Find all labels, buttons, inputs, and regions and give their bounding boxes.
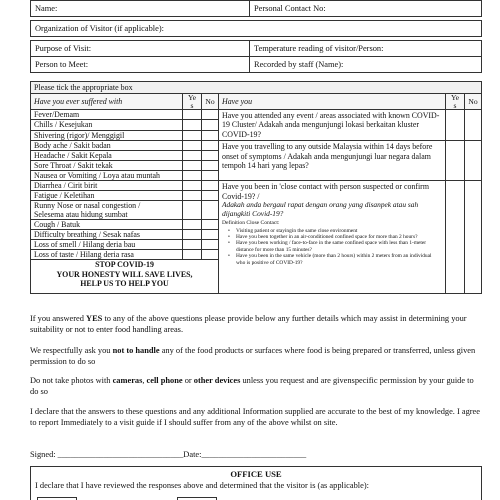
question-no-checkbox[interactable] bbox=[465, 110, 482, 141]
declaration-paragraph: I declare that the answers to these questions and any additional Information supplied are accurate to the best of my knowledge. I agree to report Immediately to a visit guide if I should suffer from any of the above whilst on site. bbox=[30, 407, 480, 428]
symptom-row: Fatigue / Keletihan bbox=[31, 191, 183, 201]
symptom-no-checkbox[interactable] bbox=[202, 230, 219, 240]
symptom-row: Chills / Kesejukan bbox=[31, 120, 183, 130]
symptom-row: Body ache / Sakit badan bbox=[31, 141, 183, 151]
symptom-no-checkbox[interactable] bbox=[202, 141, 219, 151]
symptom-yes-checkbox[interactable] bbox=[183, 181, 202, 191]
symptom-row: Difficulty breathing / Sesak nafas bbox=[31, 230, 183, 240]
question-yes-checkbox[interactable] bbox=[446, 181, 465, 294]
symptom-yes-checkbox[interactable] bbox=[183, 191, 202, 201]
symptom-row: Diarrhea / Cirit birit bbox=[31, 181, 183, 191]
symptom-no-checkbox[interactable] bbox=[202, 181, 219, 191]
question-no-checkbox[interactable] bbox=[465, 141, 482, 181]
symptom-yes-checkbox[interactable] bbox=[183, 130, 202, 140]
symptom-yes-checkbox[interactable] bbox=[183, 141, 202, 151]
symptom-no-checkbox[interactable] bbox=[202, 120, 219, 130]
symptom-row: Cough / Batuk bbox=[31, 220, 183, 230]
definition-item: • Have you been in the same vehicle (more than 2 hours) within 2 meters from an individual who is positive of COVID-19? bbox=[228, 253, 442, 266]
no-header: No bbox=[465, 94, 482, 110]
symptom-no-checkbox[interactable] bbox=[202, 201, 219, 220]
question-no-checkbox[interactable] bbox=[465, 181, 482, 294]
purpose-field[interactable]: Purpose of Visit: bbox=[31, 41, 250, 57]
close-contact-definitions: Definition Close Contact: • Visiting patient or stayingin the same close environment • Have you been together in an air-conditioned confined space for more than 2 hours? • Have you been working / face-to-face in the same confined space with less than 1-meter distance for more than 15 minutes? • Have you been in the same vehicle (more than 2 hours) within 2 meters from an individual who is positive of COVID-19? bbox=[222, 220, 442, 266]
person-to-meet-field[interactable]: Person to Meet: bbox=[31, 57, 250, 73]
symptom-no-checkbox[interactable] bbox=[202, 151, 219, 161]
definition-item: • Visiting patient or stayingin the same close environment bbox=[228, 228, 442, 234]
definition-item: • Have you been working / face-to-face in the same confined space with less than 1-meter distance for more than 15 minutes? bbox=[228, 240, 442, 253]
yes-answer-paragraph: If you answered YES to any of the above questions please provide below any further details which may assist in determining your suitability or not to enter food handling areas. bbox=[30, 314, 467, 335]
symptom-row: Shivering (rigor)/ Menggigil bbox=[31, 130, 183, 140]
office-use-box bbox=[30, 466, 482, 500]
organization-field[interactable]: Organization of Visitor (if applicable): bbox=[31, 21, 482, 37]
question-yes-checkbox[interactable] bbox=[446, 141, 465, 181]
name-field[interactable]: Name: bbox=[31, 1, 250, 17]
office-use-title: OFFICE USE bbox=[230, 469, 282, 479]
symptom-yes-checkbox[interactable] bbox=[183, 151, 202, 161]
symptom-yes-checkbox[interactable] bbox=[183, 161, 202, 171]
symptom-no-checkbox[interactable] bbox=[202, 171, 219, 181]
office-use-declaration: I declare that I have reviewed the responses above and determined that the visitor is (as applicable): bbox=[35, 481, 369, 490]
recorded-by-field[interactable]: Recorded by staff (Name): bbox=[250, 57, 482, 73]
visitor-info-table bbox=[30, 0, 482, 73]
question-cluster: Have you attended any event / areas associated with known COVID-19 Cluster/ Adakah anda mengunjungi lokasi berkaitan kluster COVID-19? bbox=[219, 110, 446, 141]
symptom-no-checkbox[interactable] bbox=[202, 130, 219, 140]
symptom-yes-checkbox[interactable] bbox=[183, 230, 202, 240]
symptom-no-checkbox[interactable] bbox=[202, 191, 219, 201]
contact-field[interactable]: Personal Contact No: bbox=[250, 1, 482, 17]
symptoms-header: Have you ever suffered with bbox=[31, 94, 183, 110]
symptom-row: Loss of smell / Hilang deria bau bbox=[31, 240, 183, 250]
symptom-no-checkbox[interactable] bbox=[202, 250, 219, 260]
symptom-row: Loss of taste / Hilang deria rasa bbox=[31, 250, 183, 260]
symptom-row: Sore Throat / Sakit tekak bbox=[31, 161, 183, 171]
yes-header: Ye s bbox=[183, 94, 202, 110]
signature-line[interactable]: Signed: ______________________________Date:_________________________ bbox=[30, 450, 307, 459]
office-use-options bbox=[37, 496, 437, 500]
stop-covid-message: STOP COVID-19 YOUR HONESTY WILL SAVE LIVES, HELP US TO HELP YOU bbox=[31, 260, 219, 294]
symptom-yes-checkbox[interactable] bbox=[183, 120, 202, 130]
symptom-yes-checkbox[interactable] bbox=[183, 240, 202, 250]
symptom-row: Runny Nose or nasal congestion / Selesema atau hidung sumbat bbox=[31, 201, 183, 220]
symptom-row: Fever/Demam bbox=[31, 110, 183, 120]
symptom-no-checkbox[interactable] bbox=[202, 220, 219, 230]
yes-header: Ye s bbox=[446, 94, 465, 110]
definition-item: • Have you been together in an air-conditioned confined space for more than 2 hours? bbox=[228, 234, 442, 240]
symptom-yes-checkbox[interactable] bbox=[183, 171, 202, 181]
symptom-yes-checkbox[interactable] bbox=[183, 110, 202, 120]
symptom-yes-checkbox[interactable] bbox=[183, 220, 202, 230]
temperature-field[interactable]: Temperature reading of visitor/Person: bbox=[250, 41, 482, 57]
question-yes-checkbox[interactable] bbox=[446, 110, 465, 141]
symptom-row: Nausea or Vomiting / Loya atau muntah bbox=[31, 171, 183, 181]
no-handling-paragraph: We respectfully ask you not to handle any of the food products or surfaces where food is being prepared or transferred, unless given permission to do so bbox=[30, 346, 476, 367]
symptom-yes-checkbox[interactable] bbox=[183, 250, 202, 260]
symptom-no-checkbox[interactable] bbox=[202, 240, 219, 250]
symptom-no-checkbox[interactable] bbox=[202, 161, 219, 171]
screening-table bbox=[30, 81, 482, 294]
symptom-row: Headache / Sakit Kepala bbox=[31, 151, 183, 161]
screening-instruction: Please tick the appropriate box bbox=[31, 82, 482, 94]
symptom-yes-checkbox[interactable] bbox=[183, 201, 202, 220]
questions-header: Have you bbox=[219, 94, 446, 110]
no-header: No bbox=[202, 94, 219, 110]
question-travel: Have you travelling to any outside Malaysia within 14 days before onset of symptoms / Adakah anda mengunjungi luar negara dalam tempoh 14 hari yang lepas? bbox=[219, 141, 446, 181]
symptom-no-checkbox[interactable] bbox=[202, 110, 219, 120]
question-close-contact: Have you been in 'close contact with person suspected or confirm Covid-19? / Adakah anda bergaul rapat dengan orang yang disanpek atau sah dijangkiti Covid-19? Definition Close Contact: • Visiting patient or stayingin the same close environment • Have you been together in an air-conditioned confined space for more than 2 hours? • Have you been working / face-to-face in the same confined space with less than 1-meter distance for more than 15 minutes? • Have you been in the same vehicle (more than 2 hours) within 2 meters from an individual who is positive of COVID-19? bbox=[219, 181, 446, 294]
photo-policy-paragraph: Do not take photos with cameras, cell phone or other devices unless you request and are givenspecific permission by your guide to do so bbox=[30, 376, 474, 397]
